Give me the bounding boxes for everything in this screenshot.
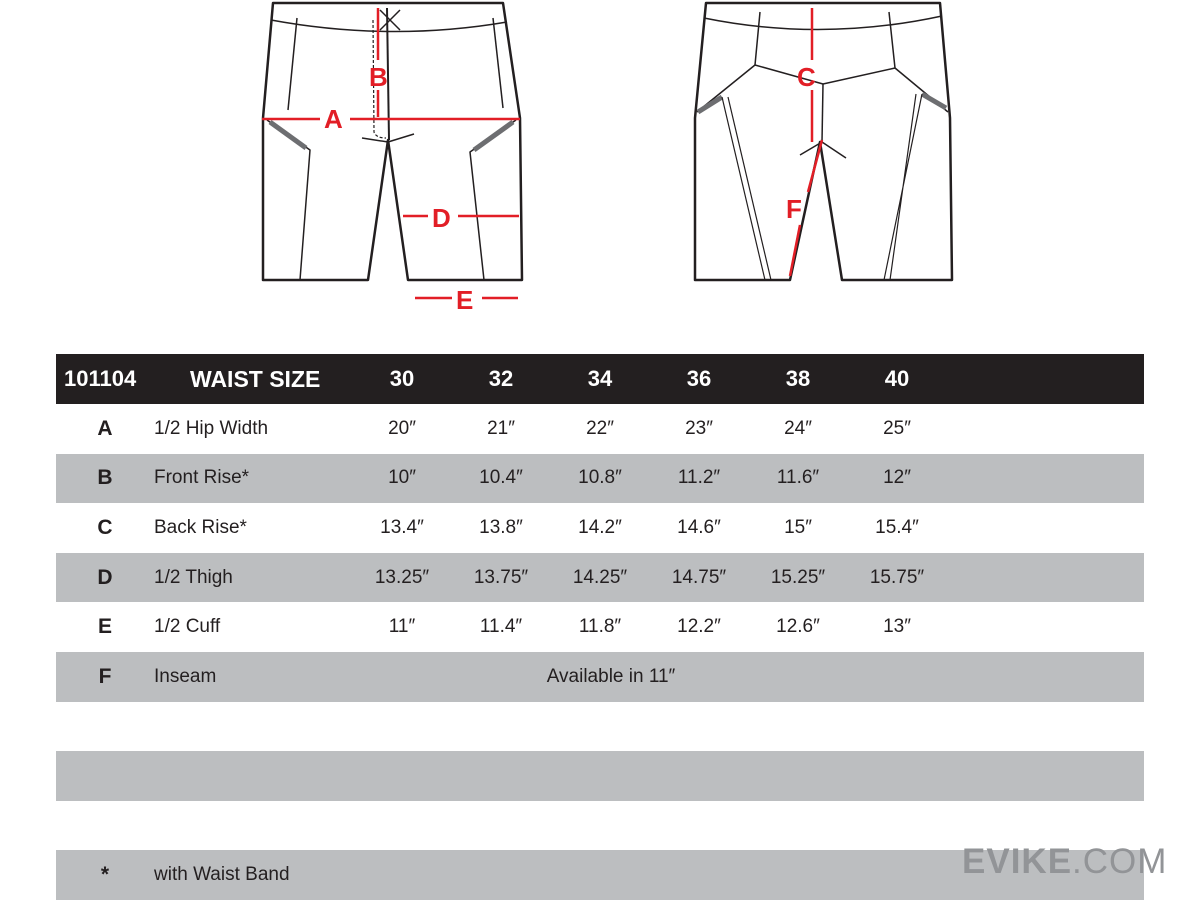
- table-header-row: [56, 354, 1144, 404]
- measurement-value: 10″: [388, 467, 416, 489]
- measurement-value: 13″: [883, 616, 911, 638]
- row-label: 1/2 Thigh: [154, 566, 233, 588]
- size-heading: 38: [785, 366, 811, 391]
- measurement-value: 25″: [883, 417, 911, 439]
- measure-label-c: C: [797, 62, 816, 92]
- row-code: D: [97, 565, 113, 589]
- row-label: Front Rise*: [154, 467, 250, 489]
- footnote-text: with Waist Band: [154, 864, 290, 886]
- measurement-value: 15″: [784, 516, 812, 538]
- measurement-value: 14.6″: [677, 516, 721, 538]
- table-row: [56, 652, 1144, 702]
- measurement-value: 15.25″: [770, 566, 826, 588]
- measurement-value: 10.4″: [479, 467, 523, 489]
- row-label: Inseam: [154, 665, 217, 687]
- measurement-value: 14.75″: [671, 566, 727, 588]
- measure-label-b: B: [369, 62, 388, 92]
- measurement-value: 11.4″: [479, 616, 523, 638]
- measurement-value: 20″: [388, 417, 416, 439]
- row-code: E: [97, 615, 112, 639]
- measurement-value: 13.75″: [473, 566, 529, 588]
- measurement-value: 12.6″: [776, 616, 820, 638]
- table-row-empty: [56, 751, 1144, 801]
- inseam-value: Available in 11″: [546, 665, 676, 687]
- measurement-value: 10.8″: [578, 467, 622, 489]
- size-chart-table: [56, 354, 1144, 900]
- measurement-value: 13.25″: [374, 566, 430, 588]
- front-view-shorts: [263, 3, 522, 280]
- size-heading: 40: [884, 366, 910, 391]
- size-heading: 36: [686, 366, 712, 391]
- row-label: Back Rise*: [154, 516, 247, 538]
- measurement-value: 12″: [883, 467, 911, 489]
- product-code: 101104: [64, 366, 137, 391]
- measurement-value: 11″: [388, 616, 416, 638]
- size-heading: 32: [488, 366, 514, 391]
- measurement-value: 14.25″: [572, 566, 628, 588]
- row-label: 1/2 Cuff: [154, 616, 221, 638]
- row-code: F: [98, 664, 112, 688]
- size-heading: 30: [389, 366, 415, 391]
- evike-logo: [962, 842, 1167, 882]
- table-row: [56, 404, 1144, 454]
- measurement-value: 14.2″: [578, 516, 622, 538]
- measurement-value: 12.2″: [677, 616, 721, 638]
- table-row: [56, 503, 1144, 553]
- row-code: B: [97, 466, 113, 490]
- measure-label-a: A: [324, 104, 343, 134]
- measurement-value: 15.75″: [869, 566, 925, 588]
- measure-label-f: F: [786, 194, 802, 224]
- measurement-value: 11.6″: [776, 467, 820, 489]
- measurement-value: 22″: [586, 417, 614, 439]
- table-row: [56, 602, 1144, 652]
- footnote-marker: *: [100, 863, 110, 887]
- logo-suffix: .COM: [1072, 842, 1168, 881]
- measure-label-e: E: [456, 285, 474, 315]
- table-row: [56, 454, 1144, 504]
- waist-size-heading: WAIST SIZE: [190, 365, 321, 392]
- measurement-value: 24″: [784, 417, 812, 439]
- measurement-value: 13.4″: [380, 516, 424, 538]
- size-heading: 34: [587, 366, 613, 391]
- row-code: A: [97, 416, 113, 440]
- measurement-value: 21″: [487, 417, 515, 439]
- measure-label-d: D: [432, 203, 451, 233]
- row-label: 1/2 Hip Width: [154, 417, 269, 439]
- measurement-value: 15.4″: [875, 516, 919, 538]
- table-row: [56, 553, 1144, 603]
- logo-wordmark: EVIKE: [962, 842, 1073, 881]
- measurement-diagram: [0, 0, 1200, 340]
- measurement-value: 11.2″: [677, 467, 721, 489]
- shorts-diagram-svg: [0, 0, 1200, 340]
- table-row-empty: [56, 702, 1144, 752]
- row-code: C: [97, 515, 113, 539]
- back-view-shorts: [695, 3, 952, 280]
- measurement-value: 23″: [685, 417, 713, 439]
- measurement-value: 11.8″: [578, 616, 622, 638]
- measurement-value: 13.8″: [479, 516, 523, 538]
